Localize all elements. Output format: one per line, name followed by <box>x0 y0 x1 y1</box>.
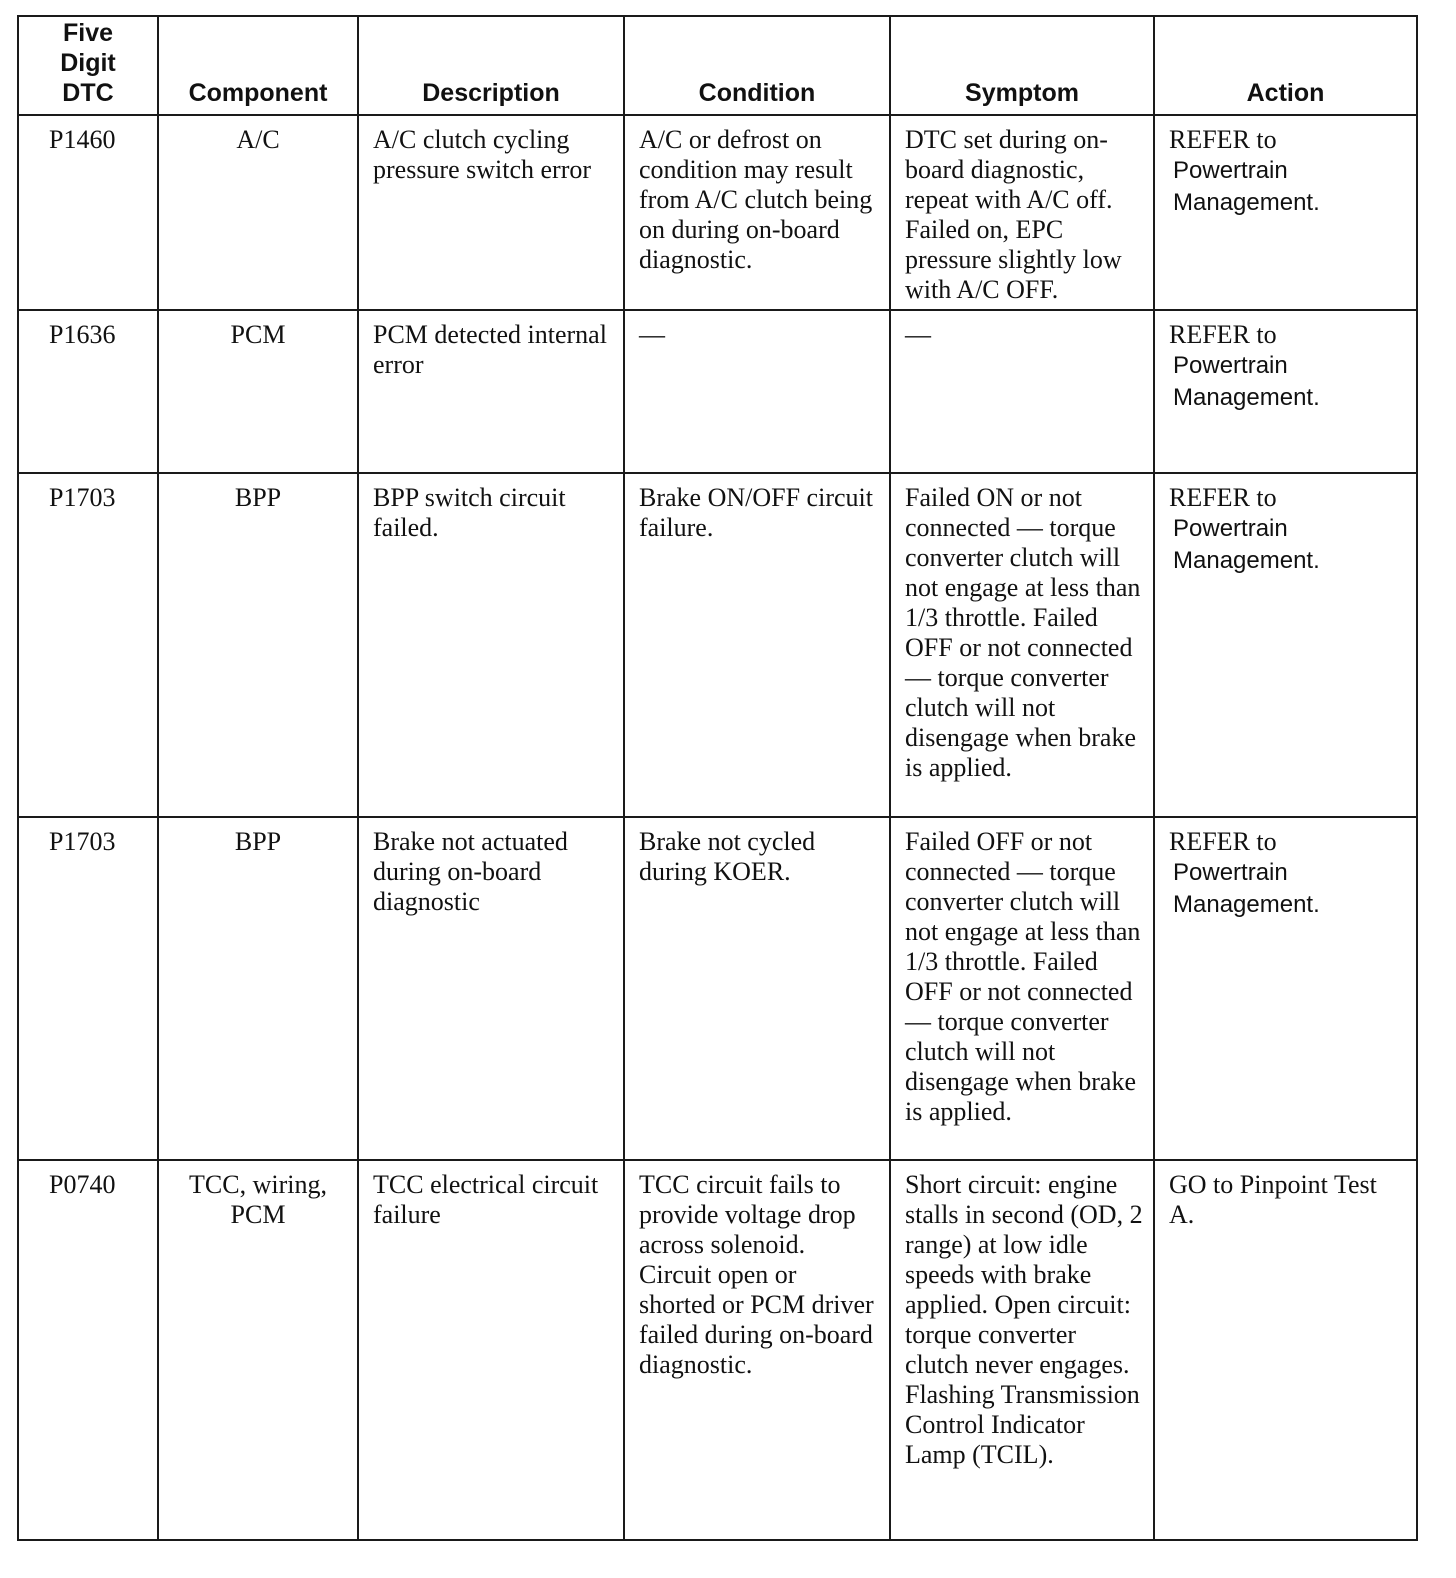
condition-cell: A/C or defrost on condition may result from A/C clutch being on during on-board diagnostic. <box>624 115 890 310</box>
symptom-cell: DTC set during on-board diagnostic, repeat with A/C off. Failed on, EPC pressure slightly low with A/C OFF. <box>890 115 1154 310</box>
description-cell: BPP switch circuit failed. <box>358 473 624 817</box>
header-five-digit-dtc: Five Digit DTC <box>18 16 158 115</box>
symptom-cell: Failed ON or not connected — torque converter clutch will not engage at less than 1/3 throttle. Failed OFF or not connected — torque converter clutch will not disengage when brake is applied. <box>890 473 1154 817</box>
description-cell: Brake not actuated during on-board diagnostic <box>358 817 624 1160</box>
action-target: Powertrain Management. <box>1173 515 1320 574</box>
symptom-cell: Short circuit: engine stalls in second (OD, 2 range) at low idle speeds with brake applied. Open circuit: torque converter clutch never engages. Flashing Transmission Control Indicator Lamp (TCIL). <box>890 1160 1154 1540</box>
description-cell: PCM detected internal error <box>358 310 624 473</box>
header-symptom: Symptom <box>890 16 1154 115</box>
action-cell <box>1154 473 1417 817</box>
header-description: Description <box>358 16 624 115</box>
symptom-cell: Failed OFF or not connected — torque converter clutch will not engage at less than 1/3 throttle. Failed OFF or not connected — torque converter clutch will not disengage when brake is applied. <box>890 817 1154 1160</box>
header-condition: Condition <box>624 16 890 115</box>
header-row <box>18 16 1417 115</box>
symptom-cell: — <box>890 310 1154 473</box>
action-target: Powertrain Management. <box>1173 859 1320 918</box>
condition-cell: TCC circuit fails to provide voltage drop across solenoid. Circuit open or shorted or PCM driver failed during on-board diagnostic. <box>624 1160 890 1540</box>
table-row <box>18 817 1417 1160</box>
table-row <box>18 473 1417 817</box>
action-target: Powertrain Management. <box>1173 352 1320 411</box>
action-refer: REFER to <box>1169 483 1277 512</box>
action-refer: REFER to <box>1169 827 1277 856</box>
table-row <box>18 115 1417 310</box>
dtc-table <box>17 15 1418 1541</box>
dtc-code: P1703 <box>18 817 158 1160</box>
dtc-code: P1460 <box>18 115 158 310</box>
action-cell: GO to Pinpoint Test A. <box>1154 1160 1417 1540</box>
action-cell <box>1154 115 1417 310</box>
condition-cell: Brake not cycled during KOER. <box>624 817 890 1160</box>
action-cell <box>1154 817 1417 1160</box>
header-component: Component <box>158 16 358 115</box>
action-refer: REFER to <box>1169 125 1277 154</box>
description-cell: A/C clutch cycling pressure switch error <box>358 115 624 310</box>
table-row <box>18 1160 1417 1540</box>
component-cell: TCC, wiring, PCM <box>158 1160 358 1540</box>
component-cell: A/C <box>158 115 358 310</box>
dtc-code: P1703 <box>18 473 158 817</box>
description-cell: TCC electrical circuit failure <box>358 1160 624 1540</box>
dtc-code: P1636 <box>18 310 158 473</box>
condition-cell: — <box>624 310 890 473</box>
header-action: Action <box>1154 16 1417 115</box>
component-cell: BPP <box>158 473 358 817</box>
dtc-code: P0740 <box>18 1160 158 1540</box>
component-cell: PCM <box>158 310 358 473</box>
action-target: Powertrain Management. <box>1173 157 1320 216</box>
action-refer: REFER to <box>1169 320 1277 349</box>
action-cell <box>1154 310 1417 473</box>
component-cell: BPP <box>158 817 358 1160</box>
table-row <box>18 310 1417 473</box>
condition-cell: Brake ON/OFF circuit failure. <box>624 473 890 817</box>
